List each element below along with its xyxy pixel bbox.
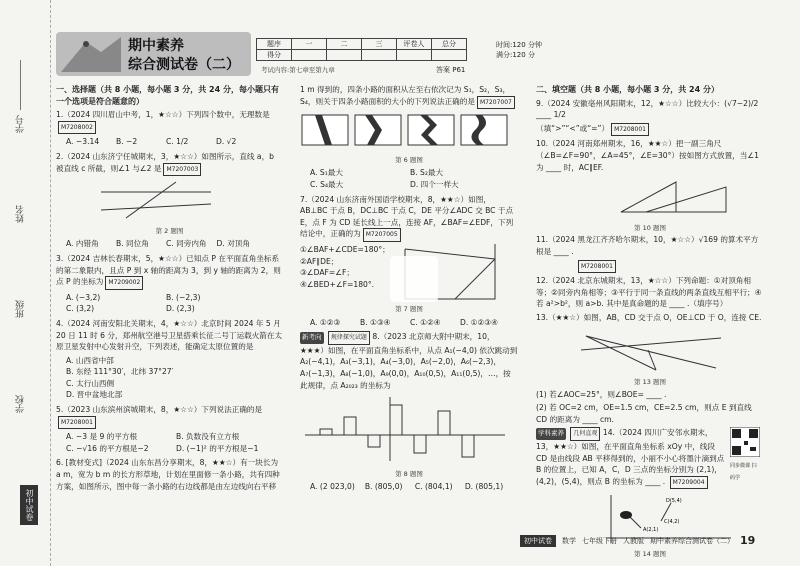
score-table <box>256 38 467 61</box>
q8-badge: 新考向 <box>300 332 324 344</box>
table-head: 总分 <box>432 39 467 50</box>
point-label: A(2,1) <box>643 527 659 534</box>
option[interactable]: C. (804,1) <box>414 482 453 492</box>
q7-text: 7.（2024 山东济南外国语学校期末，8，★★☆）如图，AB⊥BC 于点 B，DC⊥BC 于点 C，DE 平分∠ADC 交 BC 于点 E，点 F 为 CD 延长线上一点，连接 AF，∠BAF=∠EDF，下列结论中，正确的为 <box>300 194 514 239</box>
option[interactable]: B. S₂最大 <box>410 168 444 178</box>
question-6: 6. [教材变式]（2024 山东东昌分享期末，8，★★☆）有一块长为 a m，宽为 b m 的长方形草地，计划在里面修一条小路，共有四种方案，如图所示，图中每一条小路的右边线都是由左边线向右平移 <box>56 458 280 491</box>
option[interactable]: A. 内错角 <box>66 239 99 249</box>
q2-caption: 第 2 题图 <box>155 226 184 235</box>
q14-block <box>536 427 764 491</box>
option[interactable]: A. 山西省中部 <box>66 355 114 365</box>
option[interactable]: C. (3,2) <box>66 304 95 314</box>
option[interactable]: C. 太行山西侧 <box>66 378 115 388</box>
title-line1: 期中素养 <box>128 38 184 54</box>
q3-options <box>66 292 283 315</box>
q6b-text: 1 m 得到的，四条小路的面积从左至右依次记为 S₁，S₂，S₃，S₄，则关于四条小路面积的大小的下列说法正确的是 <box>300 85 511 106</box>
q10-figure <box>616 177 736 217</box>
option[interactable]: C. S₄最大 <box>310 179 344 189</box>
option[interactable]: D. 四个一样大 <box>410 179 459 189</box>
option[interactable]: D. 对顶角 <box>216 239 250 249</box>
binding-line <box>20 60 21 110</box>
question-7 <box>300 194 518 242</box>
q11-tag-row <box>576 260 764 274</box>
question-8 <box>300 331 518 391</box>
q14-caption: 第 14 题图 <box>634 550 666 559</box>
page-number: 19 <box>740 534 756 547</box>
option[interactable]: C. 同旁内角 <box>166 239 207 249</box>
score-cell[interactable] <box>327 50 362 61</box>
question-13-a: (1) 若∠AOC=25°，则∠BOE= ____ . <box>536 389 667 399</box>
answer-ref: 答案 P61 <box>436 66 466 74</box>
point-label: C(4,2) <box>664 519 680 526</box>
footer-edition: 人教版 <box>623 536 644 545</box>
option[interactable]: D. (−1)² 的平方根是−1 <box>176 443 259 453</box>
table-head: 题序 <box>257 39 292 50</box>
q6-figure <box>300 113 510 149</box>
statement: ①∠BAF+∠CDE=180°； <box>300 244 390 254</box>
question-11: 11.（2024 黑龙江齐齐哈尔期末，10，★☆☆）√169 的算术平方根是 ____ . <box>536 235 759 256</box>
score-cell[interactable] <box>362 50 397 61</box>
title-line2: 综合测试卷（二） <box>128 57 240 73</box>
q7-caption: 第 7 题图 <box>395 304 423 313</box>
q2-tag: M7207003 <box>163 163 201 177</box>
q7-tag: M7207005 <box>363 228 401 242</box>
q8-options <box>310 481 518 493</box>
question-1 <box>56 109 283 134</box>
option[interactable]: B. ①③④ <box>360 317 391 327</box>
column-1 <box>56 84 283 494</box>
q3-tag: M7209002 <box>105 276 143 290</box>
section-title-2: 二、填空题（共 8 小题，每小题 3 分，共 24 分） <box>536 85 719 94</box>
q1-tag: M7208002 <box>58 121 96 135</box>
statement: ②AF∥DE； <box>300 256 339 266</box>
q9-tag: M7208001 <box>611 123 649 137</box>
title-banner <box>56 32 251 76</box>
option[interactable]: D. (2,3) <box>166 304 195 314</box>
option[interactable]: A. (2 023,0) <box>310 482 355 492</box>
option[interactable]: C. ①②④ <box>410 317 441 327</box>
question-13-b: (2) 若 OC=2 cm，OE=1.5 cm，CE=2.5 cm，则点 E 到直线 CD 的距离为 ____ cm. <box>536 403 752 424</box>
option[interactable]: A. S₁最大 <box>310 168 343 178</box>
time-info <box>496 40 542 60</box>
q11-tag: M7208001 <box>578 260 616 274</box>
student-no-label: 学号 <box>16 115 26 133</box>
q1-options <box>66 136 283 148</box>
option[interactable]: D. 晋中盆地北部 <box>66 390 123 400</box>
point-label: D(5,4) <box>666 498 682 505</box>
question-9: 9.（2024 安徽亳州风阳期末，12，★☆☆）比较大小：(√7−2)/2 ____ 1/2 <box>536 98 759 120</box>
q3-text: 3.（2024 吉林长春期末，5，★☆☆）已知点 P 在平面直角坐标系的第二象限内，且点 P 到 x 轴的距离为 3，到 y 轴的距离为 2，则点 P 的坐标为 <box>56 253 281 287</box>
option[interactable]: A. −3 是 9 的平方根 <box>66 432 138 442</box>
footer-subject: 数学 <box>562 536 576 545</box>
option[interactable]: D. ①②③④ <box>460 317 498 327</box>
q2-options <box>66 238 283 250</box>
score-cell[interactable] <box>432 50 467 61</box>
q5-text: 5.（2023 山东滨州滨城期末，8，★☆☆）下列说法正确的是 <box>56 405 263 415</box>
table-head: 二 <box>327 39 362 50</box>
footer-paper: 期中素养综合测试卷（二） <box>650 536 734 545</box>
school-label: 学校 <box>16 395 26 413</box>
name-label: 姓名 <box>16 205 26 223</box>
q14-badge: 学科素养 <box>536 428 566 440</box>
q1-text: 1.（2024 四川眉山中考，1，★☆☆）下列四个数中，无理数是 <box>56 110 270 120</box>
table-head: 一 <box>292 39 327 50</box>
q8-figure <box>300 395 510 463</box>
option[interactable]: D. √2 <box>216 137 237 147</box>
q14-tag: M7209004 <box>670 476 708 490</box>
table-head: 评卷人 <box>397 39 432 50</box>
option[interactable]: A. −3.14 <box>66 137 100 147</box>
statement: ③∠DAF=∠F； <box>300 268 355 278</box>
q13-caption: 第 13 题图 <box>634 378 666 387</box>
exam-scope: 考试内容:第七章至第九章 <box>261 66 335 74</box>
binding-margin <box>0 0 51 566</box>
q6-options <box>310 167 518 190</box>
q7-statements <box>300 244 395 304</box>
side-badge: 初中试卷 <box>20 485 38 525</box>
qr-caption: 同步微课 扫码学 <box>730 463 757 481</box>
q8-label: 规律探究试题 <box>328 331 370 345</box>
q13-figure <box>576 328 726 372</box>
question-5 <box>56 404 283 429</box>
score-cell[interactable] <box>397 50 432 61</box>
glare-overlay <box>390 256 438 302</box>
q2-text: 2.（2024 山东济宁任城期末，3，★☆☆）如图所示，直线 a，b 被直线 c 所截，则∠1 与∠2 是 <box>56 151 274 173</box>
q10-caption: 第 10 题图 <box>634 223 666 232</box>
question-13: 13.（★★☆）如图，AB，CD 交于点 O，OE⊥CD 于 O，连接 CE. <box>536 312 762 322</box>
qr-code-icon[interactable] <box>730 427 760 457</box>
time-limit: 时间:120 分钟 <box>496 41 542 49</box>
table-head: 三 <box>362 39 397 50</box>
question-14 <box>536 427 726 489</box>
q5-tag: M7208001 <box>58 416 96 430</box>
q4-options <box>66 355 283 401</box>
table-row-label: 得分 <box>257 50 292 61</box>
option[interactable]: B. 负数没有立方根 <box>176 432 240 442</box>
q2-figure <box>96 180 216 220</box>
ink-blot <box>620 511 632 519</box>
question-4: 4.（2024 河南安阳北关期末，4，★☆☆）北京时间 2024 年 5 月 20 日 11 时 6 分，郑州航空港号卫星搭乘长征二号丁运载火箭在太原卫星发射中心发射升空，下列表述，能确定太原位置的是 <box>56 318 283 352</box>
footer-brand: 初中试卷 <box>520 535 556 547</box>
banner-illustration-icon <box>56 32 126 76</box>
option[interactable]: B. −2 <box>116 137 138 147</box>
q14-text: 14.（2024 四川广安邻水期末，13，★★☆）如图，在平面直角坐标系 xOy 中，线段 CD 是由线段 AB 平移得到的，小丽不小心将墨汁滴到点 B 的位置上，已知 A，C，D 三点的坐标分别为 (2,1)，(4,2)，(5,4)，则点 B 的坐标为 ____ . <box>536 428 725 486</box>
q7-options <box>310 317 518 329</box>
footer <box>520 534 755 547</box>
question-12: 12.（2024 北京东城期末，13，★☆☆）下列命题：①对顶角相等；②同旁内角相等；③平行于同一条直线的两条直线互相平行；④若 a²>b²，则 a>b. 其中是真命题的是 ____ .（填序号） <box>536 276 762 309</box>
option[interactable]: C. 1/2 <box>166 137 189 147</box>
question-3 <box>56 253 283 290</box>
option[interactable]: B. (805,0) <box>364 482 403 492</box>
option[interactable]: B. 同位角 <box>116 239 149 249</box>
score-cell[interactable] <box>292 50 327 61</box>
q8-text: 8.（2023 北京师大附中期末，10，★★★）如图，在平面直角坐标系中，从点 A₁(−4,0) 依次跳动到 A₂(−4,1)，A₃(−3,1)，A₄(−3,0)，A₅(−2,0)，A₆(−2,3)，A₇(−1,3)，A₈(−1,0)，A₉(0,0)，A₁₀(0,5)，A₁₁(0,5)，…，按此规律，点 A₂₀₂₃ 的坐标为 <box>300 332 518 390</box>
column-3 <box>536 84 764 561</box>
q9-hint: （填“>”“<”或“=”） <box>536 123 610 133</box>
q5-options <box>66 431 283 454</box>
q14-label: 几何直观 <box>570 427 600 441</box>
question-9-hint <box>536 123 764 137</box>
footer-grade: 七年级下册 <box>582 536 617 545</box>
option[interactable]: B. (−2,3) <box>166 292 201 302</box>
q8-caption: 第 8 题图 <box>395 469 423 478</box>
option[interactable]: C. −√16 的平方根是−2 <box>66 443 149 453</box>
qr-block[interactable] <box>730 427 760 491</box>
full-score: 满分:120 分 <box>496 51 535 59</box>
class-label: 班级 <box>16 300 26 318</box>
question-2 <box>56 151 283 176</box>
section-title: 一、选择题（共 8 小题，每小题 3 分，共 24 分，每小题只有一个选项是符合题意的） <box>56 85 279 106</box>
option[interactable]: A. ①②③ <box>310 317 341 327</box>
option[interactable]: D. (805,1) <box>464 482 504 492</box>
header <box>56 32 756 78</box>
statement: ④∠BED+∠F=180°. <box>300 279 375 289</box>
q6-caption: 第 6 题图 <box>395 155 423 164</box>
question-6-cont <box>300 84 518 109</box>
option[interactable]: A. (−3,2) <box>66 292 101 302</box>
q6-tag: M7207007 <box>477 96 515 110</box>
option[interactable]: B. 东经 111°30′，北纬 37°27′ <box>66 367 174 377</box>
question-10: 10.（2024 河南郑州期末，16，★★☆）把一副三角尺（∠B=∠F=90°，∠A=45°，∠E=30°）按如图方式放置，当∠1 为 ____ 时，AC∥EF. <box>536 139 759 172</box>
